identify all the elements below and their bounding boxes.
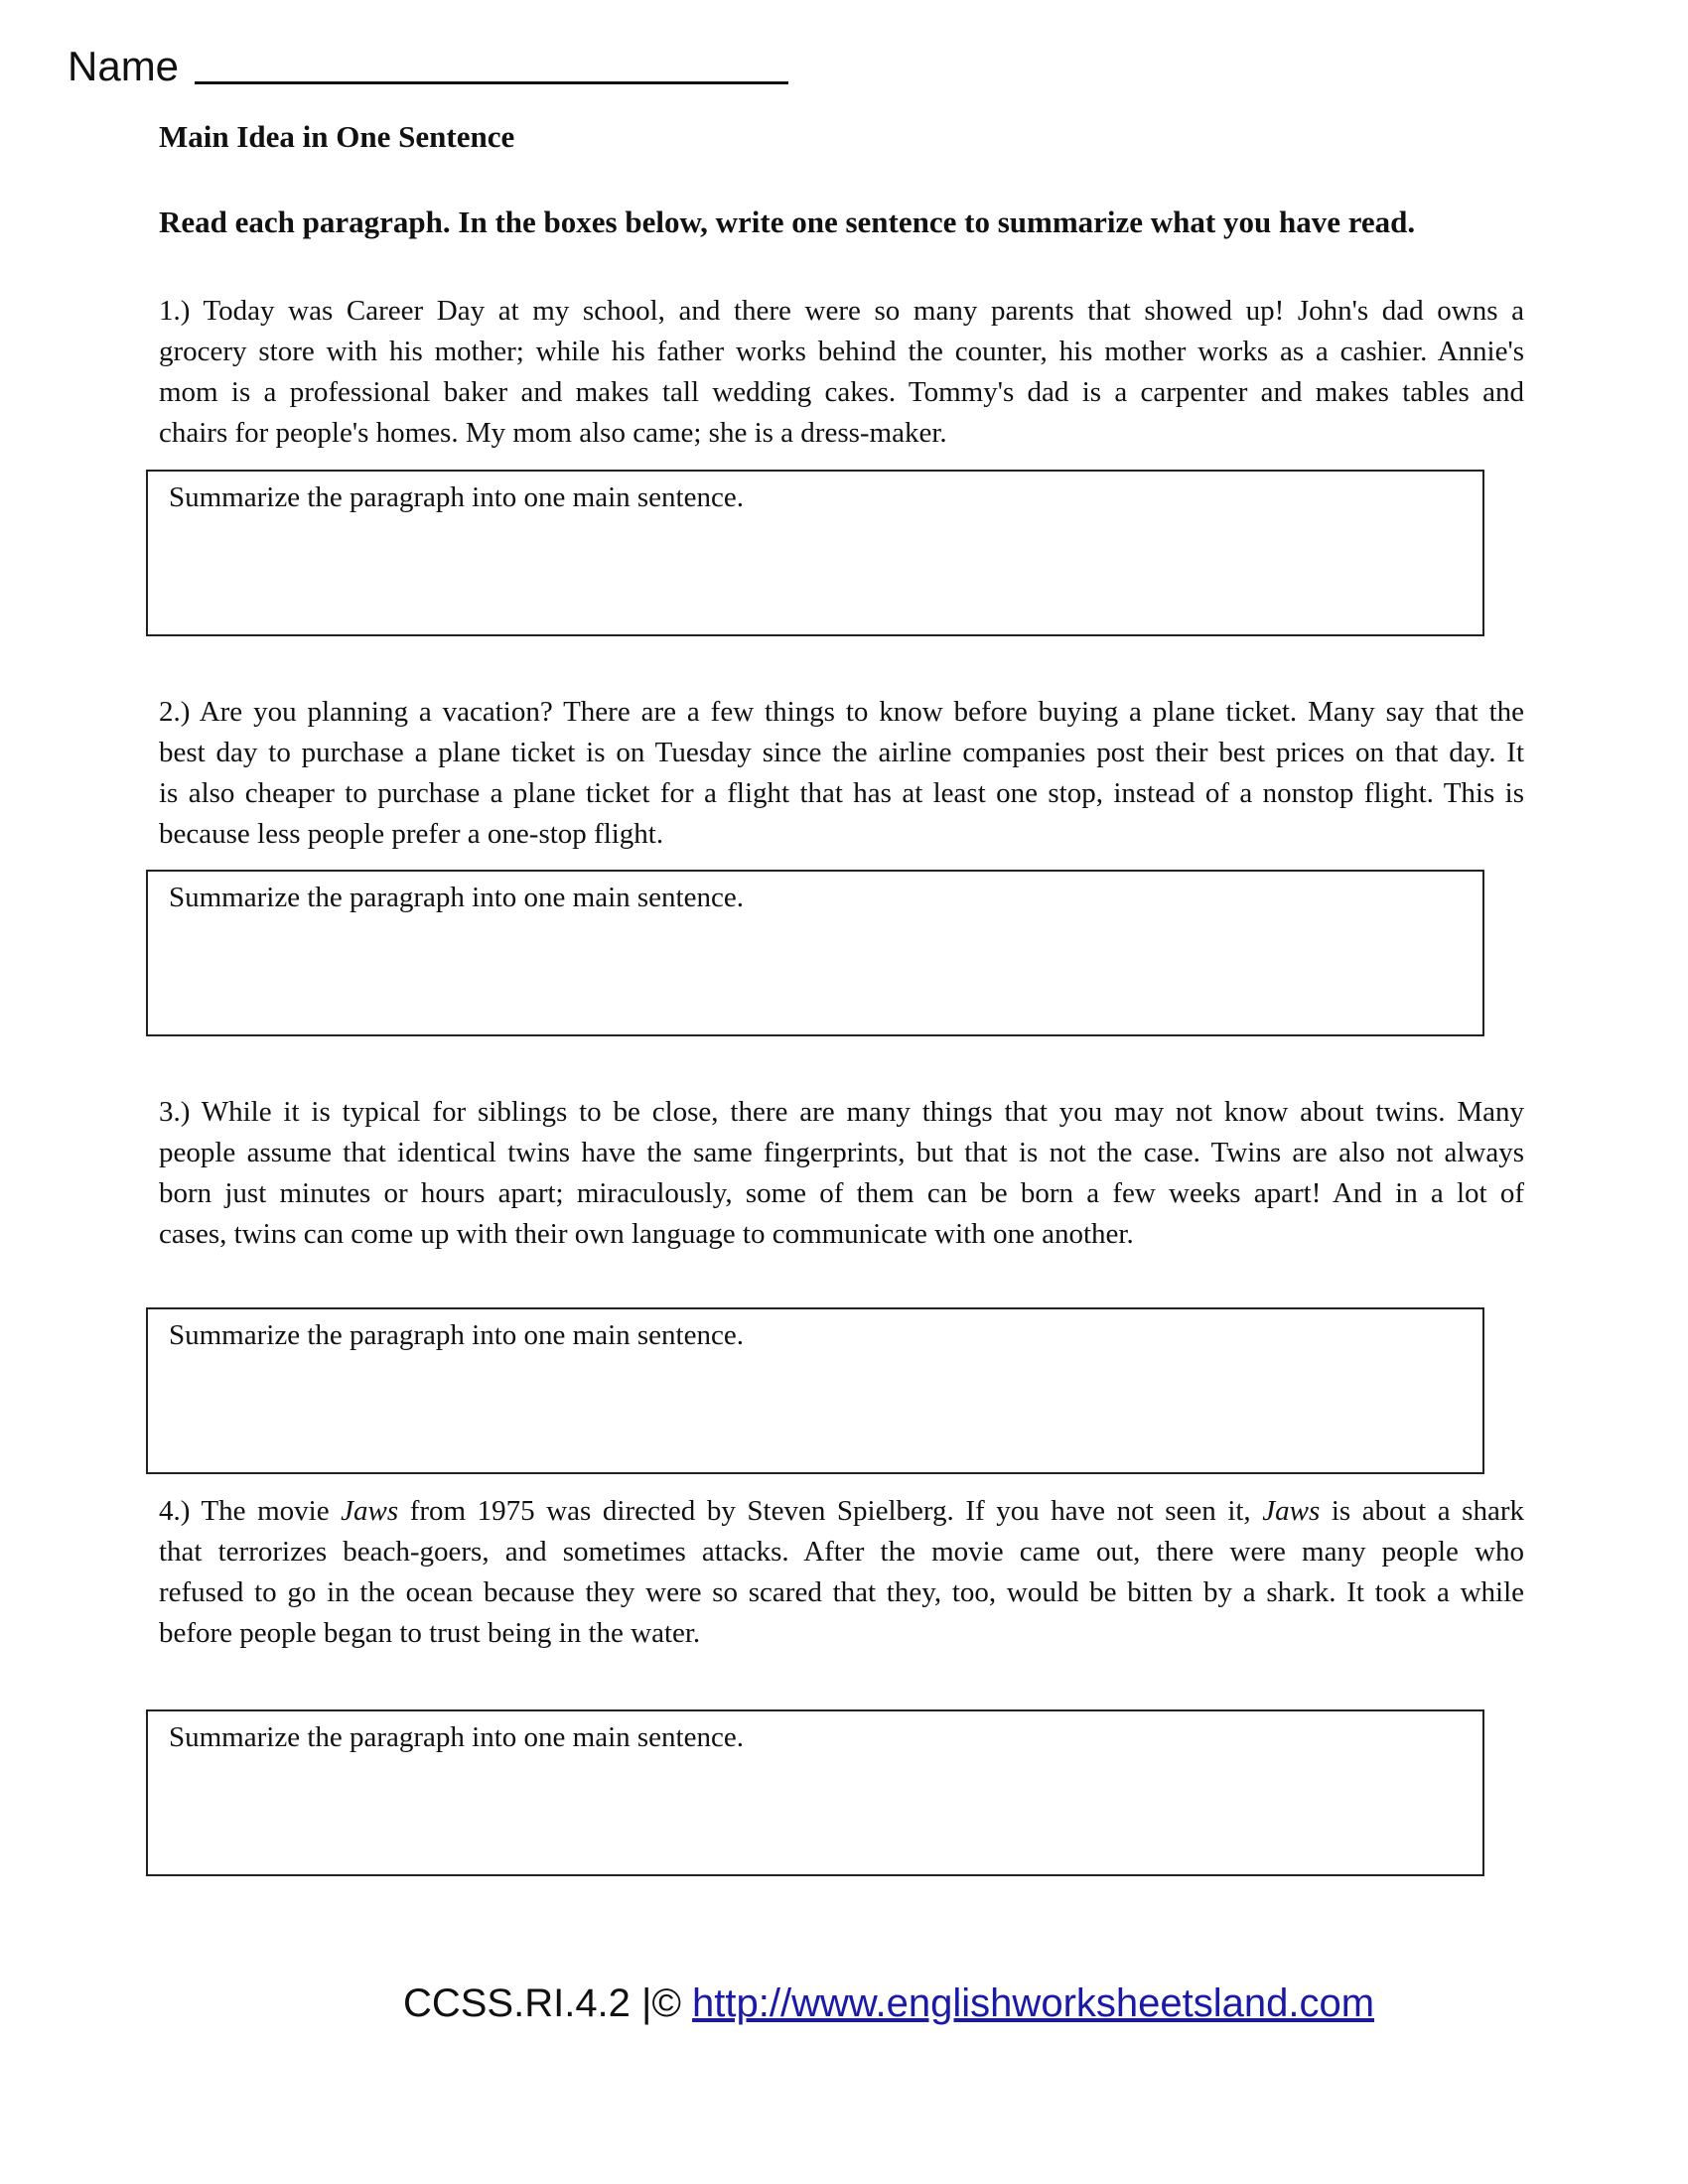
summary-prompt: Summarize the paragraph into one main sentence.	[169, 882, 744, 913]
name-label: Name	[68, 43, 180, 89]
name-field-row	[68, 40, 788, 90]
movie-title-italic: Jaws	[341, 1495, 399, 1527]
summary-prompt: Summarize the paragraph into one main sentence.	[169, 1721, 744, 1753]
summary-box-3[interactable]	[146, 1307, 1484, 1474]
paragraph-line: that terrorizes beach-goers, and sometimes attacks. After the movie came out, there were many people who	[159, 1536, 1524, 1568]
paragraph-2	[159, 692, 1524, 855]
paragraph-line	[159, 1491, 1524, 1532]
paragraph-line: best day to purchase a plane ticket is on Tuesday since the airline companies post their best prices on that day. It	[159, 737, 1524, 768]
text-run: is about a shark	[1320, 1495, 1524, 1527]
worksheet-title: Main Idea in One Sentence	[159, 119, 515, 154]
paragraph-4	[159, 1491, 1524, 1654]
summary-box-2[interactable]	[146, 870, 1484, 1036]
summary-prompt: Summarize the paragraph into one main sentence.	[169, 481, 744, 513]
worksheet-instructions: Read each paragraph. In the boxes below, write one sentence to summarize what you have read.	[159, 205, 1416, 239]
paragraph-line: is also cheaper to purchase a plane ticket for a flight that has at least one stop, instead of a nonstop flight. This is	[159, 777, 1524, 809]
text-run: from 1975 was directed by Steven Spielberg. If you have not seen it,	[398, 1495, 1263, 1527]
paragraph-line: chairs for people's homes. My mom also came; she is a dress-maker.	[159, 417, 947, 449]
paragraph-line: 3.) While it is typical for siblings to be close, there are many things that you may not know about twins. Many	[159, 1096, 1524, 1128]
paragraph-line: mom is a professional baker and makes tall wedding cakes. Tommy's dad is a carpenter and makes tables and	[159, 376, 1524, 408]
paragraph-line: people assume that identical twins have the same fingerprints, but that is not the case. Twins are also not always	[159, 1137, 1524, 1168]
text-run: 4.) The movie	[159, 1495, 342, 1527]
paragraph-line: before people began to trust being in the water.	[159, 1617, 701, 1649]
summary-box-1[interactable]	[146, 470, 1484, 636]
website-link[interactable]: http://www.englishworksheetsland.com	[692, 1981, 1375, 2025]
paragraph-line: born just minutes or hours apart; miraculously, some of them can be born a few weeks apart! And in a lot of	[159, 1177, 1524, 1209]
paragraph-1	[159, 291, 1524, 454]
paragraph-line: because less people prefer a one-stop flight.	[159, 818, 664, 850]
paragraph-line: cases, twins can come up with their own language to communicate with one another.	[159, 1218, 1134, 1250]
name-blank-line[interactable]	[195, 40, 788, 84]
paragraph-line: 2.) Are you planning a vacation? There are a few things to know before buying a plane ticket. Many say that the	[159, 696, 1524, 728]
paragraph-line: 1.) Today was Career Day at my school, and there were so many parents that showed up! John's dad owns a	[159, 295, 1524, 327]
movie-title-italic: Jaws	[1262, 1495, 1321, 1527]
summary-prompt: Summarize the paragraph into one main sentence.	[169, 1319, 744, 1351]
footer	[0, 1981, 1688, 2026]
standard-code: CCSS.RI.4.2	[402, 1981, 631, 2025]
copyright-separator: |©	[641, 1981, 681, 2025]
paragraph-3	[159, 1092, 1524, 1255]
paragraph-line: grocery store with his mother; while his father works behind the counter, his mother works as a cashier. Annie's	[159, 336, 1524, 367]
summary-box-4[interactable]	[146, 1709, 1484, 1876]
paragraph-line: refused to go in the ocean because they were so scared that they, too, would be bitten by a shark. It took a while	[159, 1576, 1524, 1608]
